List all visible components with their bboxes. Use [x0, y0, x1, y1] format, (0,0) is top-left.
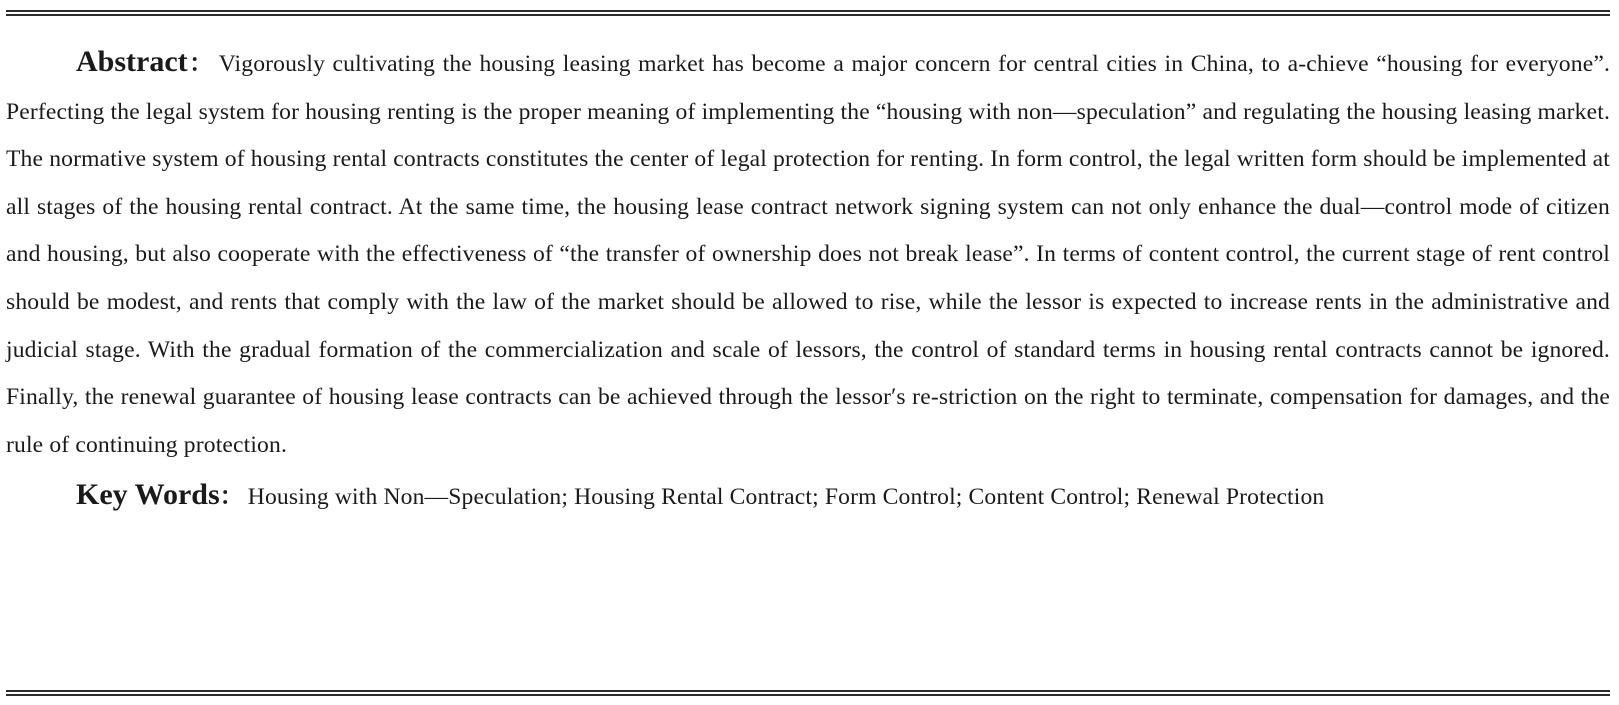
abstract-text: Vigorously cultivating the housing leasing market has become a major concern for central cities in China, to a-chieve “housing for everyone”. Perfecting the legal system for housing renting is the proper meaning of implementing the “housing with non—speculation” and regulating the housing leasing market. The normative system of housing rental contracts constitutes the center of legal protection for renting. In form control, the legal written form should be implemented at all stages of the housing rental contract. At the same time, the housing lease contract network signing system can not only enhance the dual—control mode of citizen and housing, but also cooperate with the effectiveness of “the transfer of ownership does not break lease”. In terms of content control, the current stage of rent control should be modest, and rents that comply with the law of the market should be allowed to rise, while the lessor is expected to increase rents in the administrative and judicial stage. With the gradual formation of the commercialization and scale of lessors, the control of standard terms in housing rental contracts cannot be ignored. Finally, the renewal guarantee of housing lease contracts can be achieved through the lessor′s re-striction on the right to terminate, compensation for damages, and the rule of continuing protection. [6, 51, 1610, 458]
abstract-block [6, 38, 1610, 522]
keywords-colon: ： [219, 484, 244, 511]
abstract-label: Abstract [76, 45, 188, 78]
abstract-paragraph [6, 38, 1610, 469]
keywords-label: Key Words [76, 478, 220, 512]
abstract-colon: ： [187, 51, 215, 77]
keywords-text: Housing with Non—Speculation; Housing Rental Contract; Form Control; Content Control; Renewal Protection [247, 484, 1325, 511]
bottom-double-rule [6, 690, 1610, 696]
top-double-rule [6, 10, 1610, 16]
keywords-paragraph [6, 471, 1610, 522]
